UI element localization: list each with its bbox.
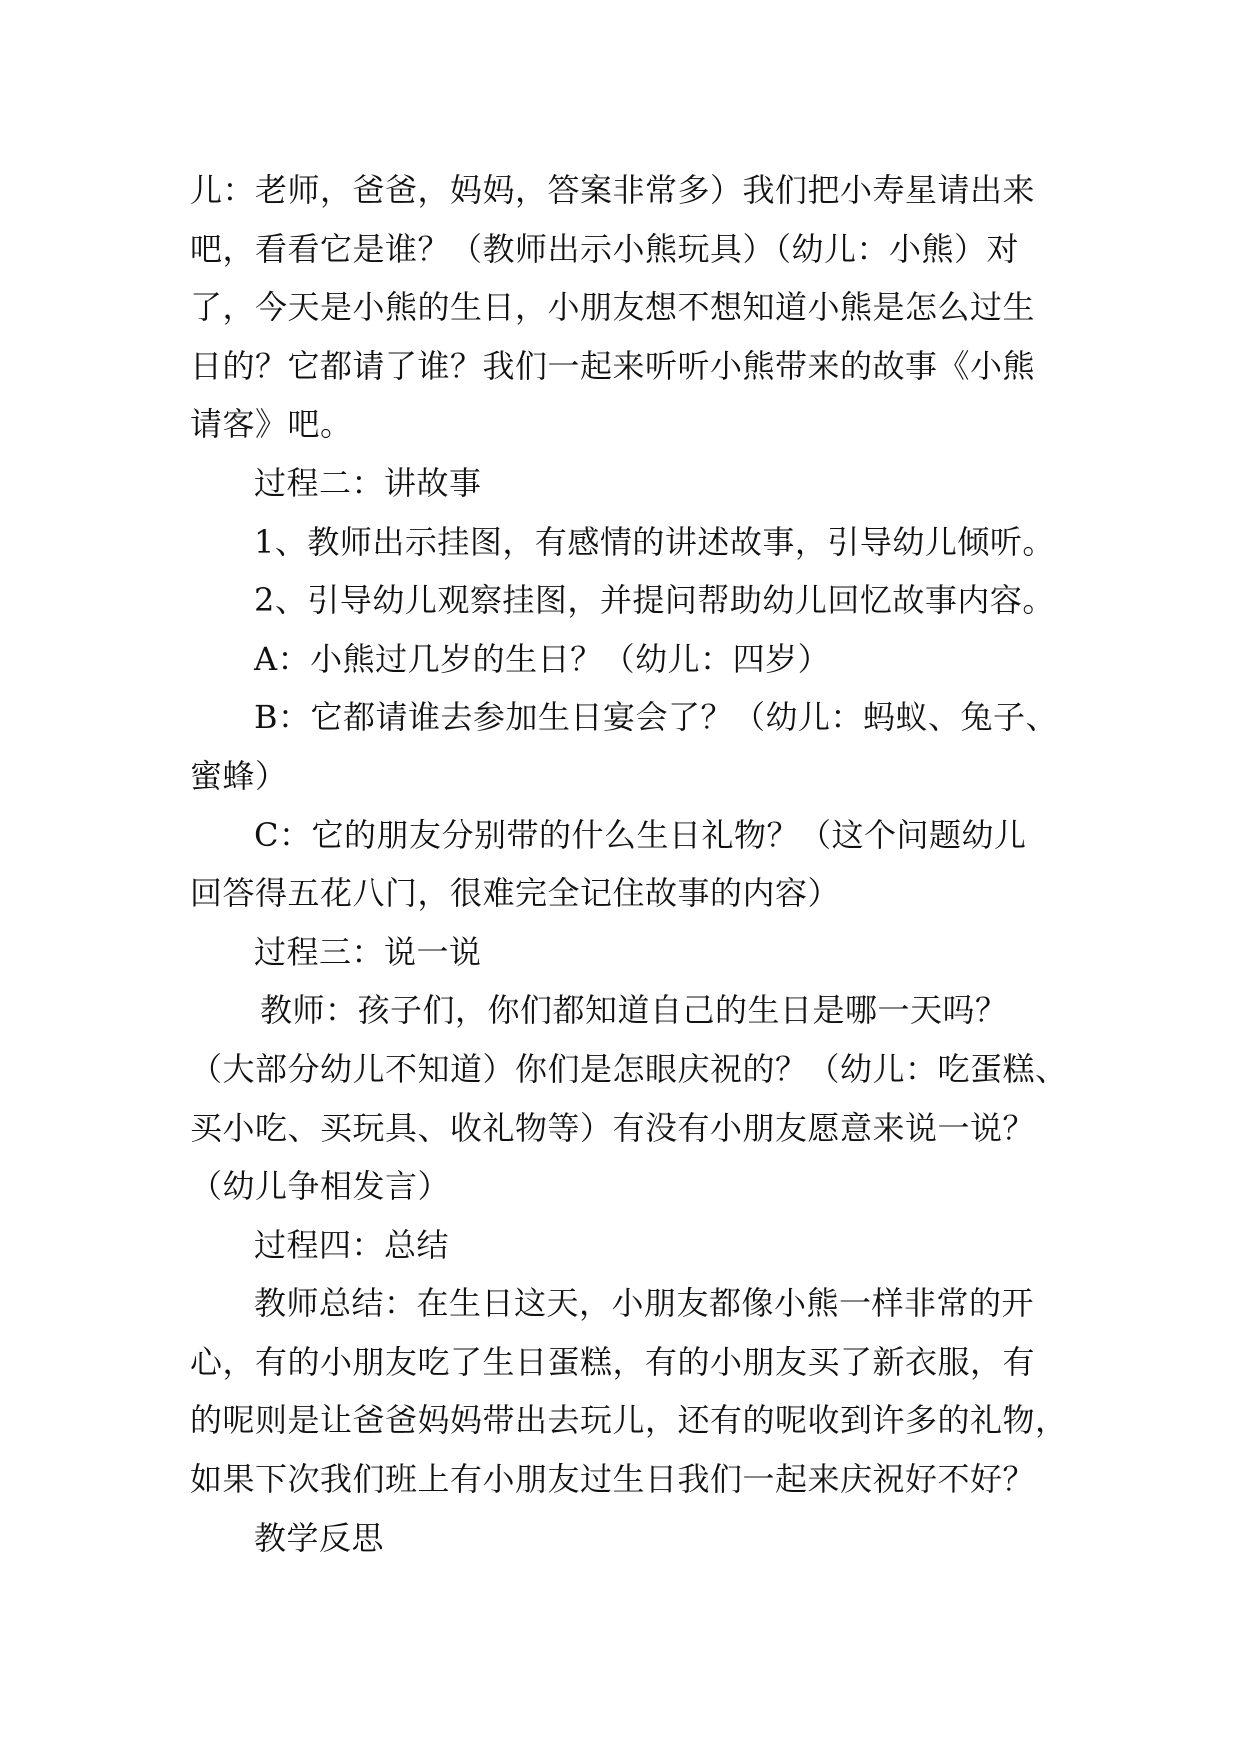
body-line: 吧，看看它是谁？（教师出示小熊玩具）（幼儿：小熊）对 — [190, 229, 1020, 268]
body-line: 请客》吧。 — [190, 405, 353, 444]
body-line: 儿：老师，爸爸，妈妈，答案非常多）我们把小寿星请出来 — [190, 171, 1036, 209]
body-line: 的呢则是让爸爸妈妈带出去玩儿，还有的呢收到许多的礼物， — [190, 1401, 1068, 1440]
body-line: （大部分幼儿不知道）你们是怎眼庆祝的？（幼儿：吃蛋糕、 — [190, 1049, 1068, 1088]
section-heading-process-three: 过程三：说一说 — [254, 932, 482, 971]
document-body — [190, 161, 1068, 1567]
body-line: 蜜蜂） — [190, 756, 288, 795]
body-line: 2、引导幼儿观察挂图，并提问帮助幼儿回忆故事内容。 — [254, 581, 1055, 620]
body-line: （幼儿争相发言） — [190, 1167, 451, 1206]
body-line: 如果下次我们班上有小朋友过生日我们一起来庆祝好不好？ — [190, 1460, 1036, 1499]
body-line: 心，有的小朋友吃了生日蛋糕，有的小朋友买了新衣服，有 — [190, 1342, 1036, 1381]
section-heading-process-two: 过程二：讲故事 — [254, 463, 482, 502]
body-line: 买小吃、买玩具、收礼物等）有没有小朋友愿意来说一说？ — [190, 1108, 1036, 1147]
body-line: A：小熊过几岁的生日？（幼儿：四岁） — [254, 639, 831, 678]
body-line: 教师总结：在生日这天，小朋友都像小熊一样非常的开 — [254, 1284, 1035, 1323]
body-line: B：它都请谁去参加生日宴会了？（幼儿：蚂蚁、兔子、 — [254, 698, 1059, 737]
body-line: 日的？它都请了谁？我们一起来听听小熊带来的故事《小熊 — [190, 346, 1036, 385]
body-line: 回答得五花八门，很难完全记住故事的内容） — [190, 874, 841, 913]
body-line: 教师：孩子们，你们都知道自己的生日是哪一天吗？ — [260, 991, 1008, 1030]
section-heading-reflection: 教学反思 — [254, 1518, 385, 1557]
body-line: 了，今天是小熊的生日，小朋友想不想知道小熊是怎么过生 — [190, 288, 1036, 327]
body-line: 1、教师出示挂图，有感情的讲述故事，引导幼儿倾听。 — [254, 522, 1055, 561]
body-line: C：它的朋友分别带的什么生日礼物？（这个问题幼儿 — [254, 815, 1027, 854]
section-heading-process-four: 过程四：总结 — [254, 1225, 450, 1264]
